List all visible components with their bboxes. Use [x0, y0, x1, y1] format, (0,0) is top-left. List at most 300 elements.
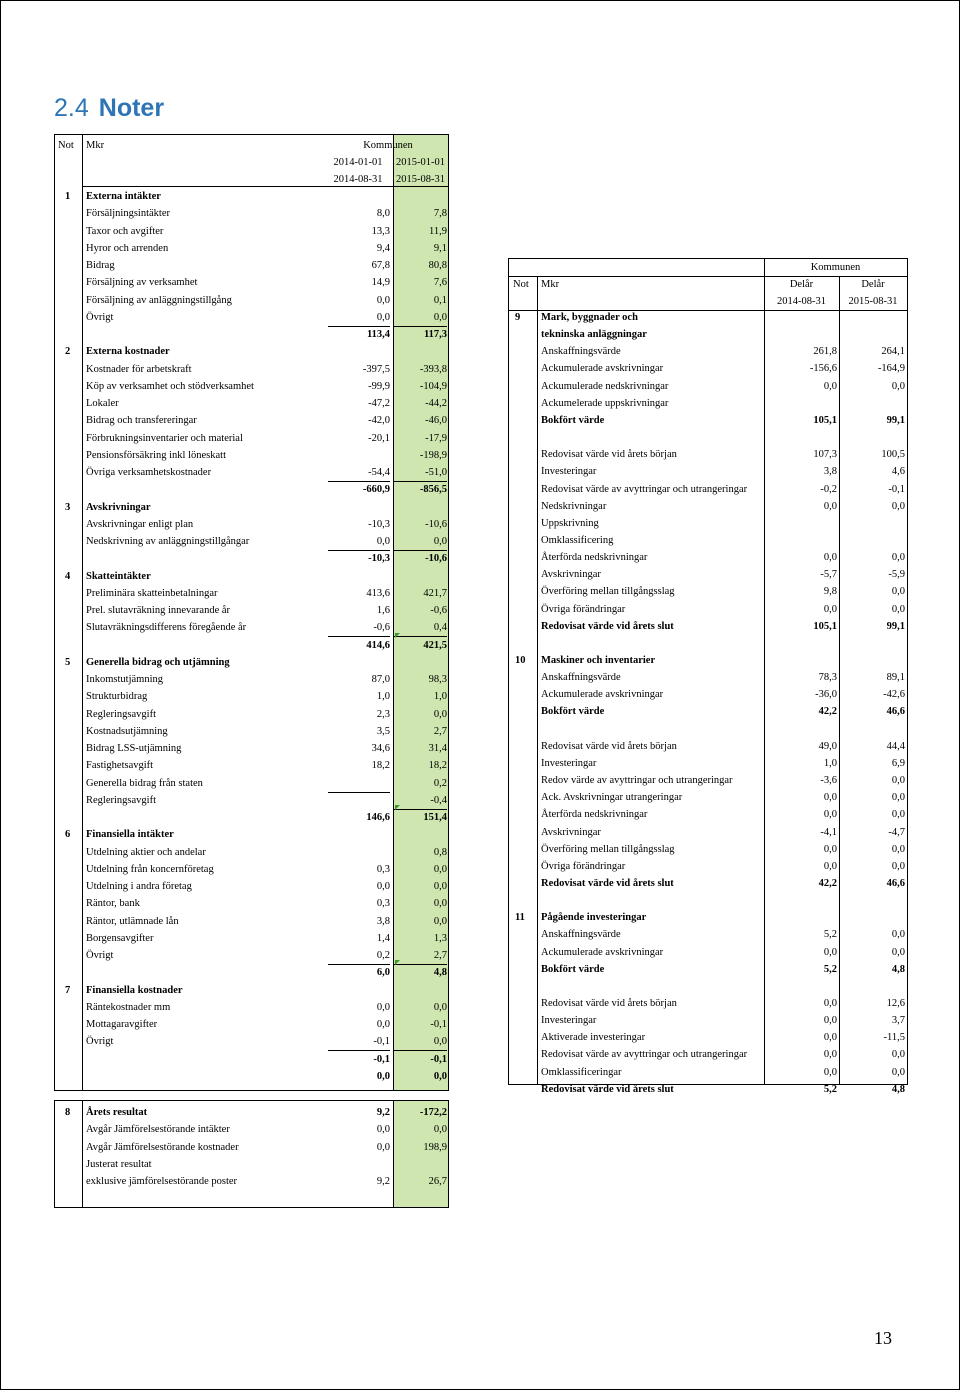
row-label: Räntor, utlämnade lån	[86, 915, 179, 927]
table-row	[509, 806, 907, 823]
value-period-1: 0,0	[823, 792, 837, 804]
value-period-2: 0,0	[433, 898, 447, 910]
row-label: Räntekostnader mm	[86, 1001, 171, 1013]
table-row	[55, 1156, 448, 1173]
table-row	[509, 360, 907, 377]
row-label: Ackumulerade nedskrivningar	[541, 380, 669, 392]
value-period-2: -856,5	[419, 484, 447, 496]
value-period-2: 0,0	[891, 929, 905, 941]
table-row	[55, 878, 448, 895]
value-period-1: 0,0	[376, 294, 390, 306]
value-period-1: -20,1	[368, 432, 390, 444]
value-period-1: 0,0	[823, 1049, 837, 1061]
header-row	[55, 154, 448, 171]
value-period-2: 0,0	[891, 380, 905, 392]
note-number: 10	[515, 655, 526, 666]
table-row	[509, 566, 907, 583]
value-period-1: -10,3	[368, 518, 390, 530]
table-row	[509, 772, 907, 789]
table-row	[55, 568, 448, 585]
value-period-1: -4,1	[820, 826, 837, 838]
row-label: Finansiella kostnader	[86, 984, 183, 996]
value-period-1: 0,0	[376, 1141, 390, 1153]
row-label: Redovisat värde vid årets början	[541, 740, 677, 752]
value-period-2: -4,7	[888, 826, 905, 838]
value-period-2: 0,0	[433, 1001, 447, 1013]
table-row	[55, 533, 448, 550]
value-period-2: 46,6	[886, 706, 905, 718]
row-label: Redovisat värde av avyttringar och utrangeringar	[541, 483, 748, 495]
table-row	[55, 361, 448, 378]
table-row	[509, 429, 907, 446]
value-period-1: 105,1	[813, 620, 837, 632]
row-label: Hyror och arrenden	[86, 242, 169, 254]
value-period-2: 421,5	[423, 639, 447, 651]
group-header: Kommunen	[810, 262, 861, 273]
value-period-1: -3,6	[820, 775, 837, 787]
header-row	[509, 276, 907, 293]
value-period-2: 100,5	[881, 449, 905, 461]
value-period-1: 0,0	[376, 1124, 390, 1136]
value-period-1: -5,7	[820, 569, 837, 581]
row-label: Ack. Avskrivningar utrangeringar	[541, 792, 683, 804]
value-period-2: 198,9	[423, 1141, 447, 1153]
value-period-2: 99,1	[886, 620, 905, 632]
value-period-2: 421,7	[423, 587, 447, 599]
note-number: 2	[65, 346, 71, 358]
value-period-2: 2,7	[433, 725, 447, 737]
table-row	[509, 326, 907, 343]
value-period-2: -10,6	[425, 518, 447, 530]
period1-to: 2014-08-31	[333, 174, 383, 185]
value-period-2: 26,7	[428, 1176, 447, 1187]
row-label: Anskaffningsvärde	[541, 346, 621, 358]
table-row	[509, 944, 907, 961]
row-label: Utdelning aktier och andelar	[86, 846, 206, 858]
row-label: Generella bidrag från staten	[86, 777, 203, 789]
value-period-2: 0,4	[393, 619, 447, 637]
value-period-2: 80,8	[428, 260, 447, 271]
table-row	[509, 738, 907, 755]
row-label: Redovisat värde vid årets början	[541, 449, 677, 461]
header-row	[509, 293, 907, 310]
value-period-1: 1,0	[376, 691, 390, 703]
value-period-2: 3,7	[891, 1015, 905, 1027]
value-period-1: -54,4	[328, 464, 390, 482]
value-period-2: -0,4	[393, 792, 447, 810]
value-period-1: -0,1	[373, 1053, 390, 1065]
section-title: Noter	[98, 94, 165, 122]
value-period-1: 1,6	[376, 605, 390, 616]
note-number: 4	[65, 570, 71, 582]
row-label: Lokaler	[86, 398, 119, 409]
row-label: Överföring mellan tillgångsslag	[541, 843, 675, 855]
table-row	[55, 671, 448, 688]
table-row	[509, 755, 907, 772]
mkr-header: Mkr	[86, 140, 105, 151]
value-period-1: 1,0	[823, 757, 837, 769]
table-row	[55, 792, 448, 809]
table-row	[509, 824, 907, 841]
value-period-1: 8,0	[376, 208, 390, 220]
row-label: Pensionsförsäkring inkl löneskatt	[86, 449, 226, 461]
row-label: Bokfört värde	[541, 963, 605, 975]
value-period-2: 0,0	[891, 946, 905, 958]
table-row	[509, 463, 907, 480]
value-period-1: 0,0	[823, 809, 837, 821]
header-row	[55, 137, 448, 154]
row-label: Bokfört värde	[541, 706, 605, 718]
table-row	[509, 703, 907, 720]
table-row	[509, 1046, 907, 1063]
table-row	[55, 257, 448, 274]
row-label: Försäljningsintäkter	[86, 208, 170, 220]
value-period-2: -46,0	[425, 415, 447, 427]
value-period-1: -660,9	[362, 484, 390, 496]
value-period-1: -0,6	[328, 619, 390, 637]
value-period-1: 5,2	[823, 929, 837, 941]
table-row	[55, 292, 448, 309]
value-period-2: 0,0	[891, 603, 905, 615]
value-period-2: -42,6	[883, 689, 905, 701]
table-row	[55, 447, 448, 464]
value-period-2: -51,0	[393, 464, 447, 482]
value-period-2: 12,6	[886, 998, 905, 1009]
row-label: Redovisat värde vid årets början	[541, 998, 677, 1009]
table-row	[55, 964, 448, 981]
value-period-1: 6,0	[376, 967, 390, 979]
value-period-1: 0,0	[823, 1032, 837, 1044]
table-row	[509, 1064, 907, 1081]
value-period-1: 3,5	[376, 725, 390, 737]
value-period-1: 414,6	[366, 639, 390, 651]
table-row	[55, 775, 448, 792]
value-period-1: 3,8	[823, 466, 837, 478]
row-label: Investeringar	[541, 1015, 597, 1027]
value-period-1: 14,9	[371, 277, 390, 289]
value-period-2: 0,0	[433, 1070, 447, 1082]
value-period-2: -11,5	[883, 1032, 905, 1044]
row-label: Uppskrivning	[541, 517, 599, 529]
value-period-1: 0,0	[376, 881, 390, 892]
row-label: Övriga förändringar	[541, 603, 626, 615]
value-period-1: 0,0	[823, 1066, 837, 1078]
note-number: 7	[65, 984, 71, 996]
value-period-1: 0,0	[823, 860, 837, 872]
notes-table-right	[508, 258, 908, 1095]
row-label: Ackumelerade uppskrivningar	[541, 397, 669, 409]
value-period-1: 0,3	[376, 863, 390, 875]
table-row	[55, 1068, 448, 1085]
note-number: 9	[515, 312, 521, 323]
value-period-2: -0,6	[430, 605, 447, 616]
note-number: 1	[65, 191, 71, 202]
table-row	[55, 654, 448, 671]
value-period-1: 146,6	[366, 812, 390, 823]
period2-label: Delår	[861, 279, 885, 290]
value-period-1: 3,8	[376, 915, 390, 927]
row-label: Övriga förändringar	[541, 860, 626, 872]
value-period-2: 4,8	[891, 1083, 905, 1095]
value-period-2: 11,9	[429, 225, 447, 237]
row-label: Kostnadsutjämning	[86, 725, 168, 737]
row-label: Externa intäkter	[86, 191, 161, 202]
table-row	[55, 205, 448, 222]
table-row	[55, 809, 448, 826]
value-period-2: 0,0	[891, 552, 905, 564]
value-period-1: 0,0	[328, 309, 390, 327]
value-period-2: -198,9	[419, 449, 447, 461]
section-number: 2.4	[54, 94, 89, 122]
value-period-2: 0,8	[433, 846, 447, 858]
row-label: Redovisat värde vid årets slut	[541, 877, 674, 889]
row-label: Slutavräkningsdifferens föregående år	[86, 622, 247, 634]
table-row	[509, 669, 907, 686]
note-number: 6	[65, 829, 71, 841]
value-period-1: -0,2	[820, 483, 837, 495]
value-period-2: -393,8	[419, 363, 447, 375]
table-row	[55, 481, 448, 498]
value-period-2: 0,0	[891, 1049, 905, 1061]
row-label: exklusive jämförelsestörande poster	[86, 1176, 238, 1187]
value-period-2: -0,1	[430, 1053, 447, 1065]
period1-date: 2014-08-31	[777, 296, 826, 307]
value-period-2: -0,1	[888, 483, 905, 495]
table-row	[55, 1121, 448, 1138]
value-period-2: 0,0	[433, 915, 447, 927]
page-number: 13	[874, 1328, 892, 1348]
value-period-1: 0,0	[376, 1070, 390, 1082]
row-label: Försäljning av anläggningstillgång	[86, 294, 232, 306]
value-period-2: 4,6	[891, 466, 905, 478]
row-label: Redovisat värde av avyttringar och utrangeringar	[541, 1049, 748, 1061]
table-row	[509, 412, 907, 429]
period2-to: 2015-08-31	[396, 174, 445, 185]
value-period-1: -10,3	[368, 553, 390, 565]
value-period-1: 2,3	[376, 708, 390, 720]
value-period-2: 98,3	[428, 674, 447, 685]
table-row	[509, 515, 907, 532]
value-period-2: 1,3	[433, 932, 447, 944]
value-period-1: 0,0	[823, 500, 837, 512]
corner-marker-icon	[395, 805, 400, 810]
table-row	[509, 446, 907, 463]
value-period-1: 0,0	[823, 998, 837, 1009]
row-label: Redov värde av avyttringar och utrangeringar	[541, 775, 733, 787]
value-period-2: 0,0	[891, 843, 905, 855]
value-period-1: 0,0	[823, 603, 837, 615]
table-row	[509, 395, 907, 412]
value-period-1: 18,2	[371, 760, 390, 772]
table-row	[55, 309, 448, 326]
table-row	[55, 1051, 448, 1068]
table-row	[55, 464, 448, 481]
value-period-2: -172,2	[419, 1107, 447, 1118]
corner-marker-icon	[395, 633, 400, 638]
value-period-1: 49,0	[818, 740, 837, 752]
row-label: Bidrag	[86, 260, 115, 271]
table-row	[55, 637, 448, 654]
value-period-2: -10,6	[425, 553, 447, 565]
table-row	[509, 601, 907, 618]
row-label: Bidrag LSS-utjämning	[86, 743, 182, 754]
table-row	[509, 789, 907, 806]
row-label: Försäljning av verksamhet	[86, 277, 198, 289]
table-row	[55, 378, 448, 395]
value-period-2: 264,1	[881, 346, 905, 358]
value-period-1: 9,2	[376, 1176, 390, 1187]
note-number: 3	[65, 501, 71, 513]
row-label: Räntor, bank	[86, 898, 140, 910]
row-label: Nedskrivning av anläggningstillgångar	[86, 536, 250, 547]
row-label: Förbrukningsinventarier och material	[86, 432, 243, 444]
value-period-1: -36,0	[815, 689, 837, 701]
corner-marker-icon	[395, 960, 400, 965]
value-period-2: -0,1	[430, 1019, 447, 1030]
value-period-1: 78,3	[818, 672, 837, 684]
value-period-1: 0,0	[328, 533, 390, 551]
table-row	[509, 961, 907, 978]
table-row	[509, 995, 907, 1012]
value-period-1: -0,1	[328, 1033, 390, 1051]
value-period-1: 42,2	[818, 877, 837, 889]
value-period-2: 0,0	[433, 708, 447, 720]
section-heading	[54, 94, 164, 123]
value-period-2: 7,6	[433, 277, 447, 289]
row-label: Redovisat värde vid årets slut	[541, 620, 674, 632]
table-row	[509, 1012, 907, 1029]
value-period-2: 0,0	[393, 1033, 447, 1051]
table-row	[509, 481, 907, 498]
row-label: Övrigt	[86, 1036, 114, 1048]
row-label: Anskaffningsvärde	[541, 672, 621, 684]
value-period-2: 0,0	[891, 860, 905, 872]
table-row	[509, 549, 907, 566]
value-period-1: 0,0	[823, 946, 837, 958]
note-number: 11	[515, 912, 525, 924]
table-row	[509, 583, 907, 600]
table-row	[55, 430, 448, 447]
row-label: Omklassificering	[541, 534, 614, 546]
table-row	[55, 343, 448, 360]
value-period-1: 0,0	[823, 843, 837, 855]
value-period-2: 0,0	[891, 809, 905, 821]
row-label: Avgår Jämförelsestörande kostnader	[86, 1141, 239, 1153]
row-label: Avskrivningar	[86, 501, 151, 513]
row-label: Finansiella intäkter	[86, 829, 174, 841]
row-label: Utdelning i andra företag	[86, 881, 192, 892]
value-period-1: 0,0	[823, 552, 837, 564]
table-row	[55, 947, 448, 964]
row-label: Strukturbidrag	[86, 691, 148, 703]
value-period-1: -42,0	[368, 415, 390, 427]
value-period-1: 0,0	[376, 1019, 390, 1030]
table-row	[55, 550, 448, 567]
value-period-2: 89,1	[886, 672, 905, 684]
row-label: Pågående investeringar	[541, 912, 647, 924]
table-row	[55, 844, 448, 861]
table-row	[509, 721, 907, 738]
value-period-2: 0,0	[433, 1124, 447, 1136]
row-label: Preliminära skatteinbetalningar	[86, 587, 218, 599]
row-label: Övriga verksamhetskostnader	[86, 467, 212, 478]
value-period-1: -397,5	[362, 363, 390, 375]
table-row	[55, 706, 448, 723]
row-label: Utdelning från koncernföretag	[86, 863, 214, 875]
row-label: Anskaffningsvärde	[541, 929, 621, 941]
value-period-2: 4,8	[433, 967, 447, 979]
row-label: Borgensavgifter	[86, 932, 154, 944]
table-row	[509, 875, 907, 892]
value-period-2: 44,4	[886, 740, 905, 752]
row-label: Aktiverade investeringar	[541, 1032, 646, 1044]
row-label: Taxor och avgifter	[86, 225, 164, 237]
table-row	[509, 532, 907, 549]
row-label: tekninska anläggningar	[541, 329, 647, 341]
period2-from: 2015-01-01	[396, 157, 445, 168]
row-label: Kostnader för arbetskraft	[86, 363, 192, 375]
header-row	[55, 171, 448, 188]
row-label: Regleringsavgift	[86, 794, 156, 806]
row-label: Återförda nedskrivningar	[541, 809, 648, 821]
value-period-1: -47,2	[368, 398, 390, 409]
table-row	[509, 343, 907, 360]
row-label: Regleringsavgift	[86, 708, 156, 720]
row-label: Maskiner och inventarier	[541, 655, 656, 666]
row-label: Bidrag och transfereringar	[86, 415, 197, 427]
table-row	[55, 930, 448, 947]
row-label: Ackumulerade avskrivningar	[541, 689, 664, 701]
value-period-1: 5,2	[823, 1083, 837, 1095]
table-row	[55, 723, 448, 740]
row-label: Avskrivningar	[541, 569, 601, 581]
value-period-2: 1,0	[433, 691, 447, 703]
value-period-1	[328, 792, 390, 793]
row-label: Avskrivningar	[541, 826, 601, 838]
value-period-2: 0,0	[891, 500, 905, 512]
table-row	[55, 274, 448, 291]
row-label: Avskrivningar enligt plan	[86, 518, 194, 530]
row-label: Nedskrivningar	[541, 500, 607, 512]
table-row	[55, 999, 448, 1016]
value-period-2: 0,0	[393, 309, 447, 327]
table-row	[55, 1033, 448, 1050]
row-label: Återförda nedskrivningar	[541, 552, 648, 564]
row-label: Övrigt	[86, 311, 114, 323]
table-row	[55, 1104, 448, 1121]
value-period-1: 34,6	[371, 743, 390, 754]
row-label: Köp av verksamhet och stödverksamhet	[86, 380, 254, 392]
value-period-2: 0,0	[433, 881, 447, 892]
row-label: Prel. slutavräkning innevarande år	[86, 605, 231, 616]
value-period-2: 4,8	[891, 963, 905, 975]
row-label: Omklassificeringar	[541, 1066, 622, 1078]
period1-from: 2014-01-01	[333, 157, 383, 168]
value-period-1: 0,2	[328, 947, 390, 965]
table-row	[509, 909, 907, 926]
value-period-2: 117,3	[423, 329, 447, 340]
table-row	[509, 309, 907, 326]
value-period-2: 2,7	[393, 947, 447, 965]
row-label: Bokfört värde	[541, 414, 605, 426]
value-period-2: 0,0	[433, 863, 447, 875]
table-row	[55, 223, 448, 240]
row-label: Inkomstutjämning	[86, 674, 163, 685]
table-row	[55, 395, 448, 412]
period1-label: Delår	[789, 279, 814, 290]
value-period-1: 1,4	[376, 932, 390, 944]
table-row	[55, 826, 448, 843]
